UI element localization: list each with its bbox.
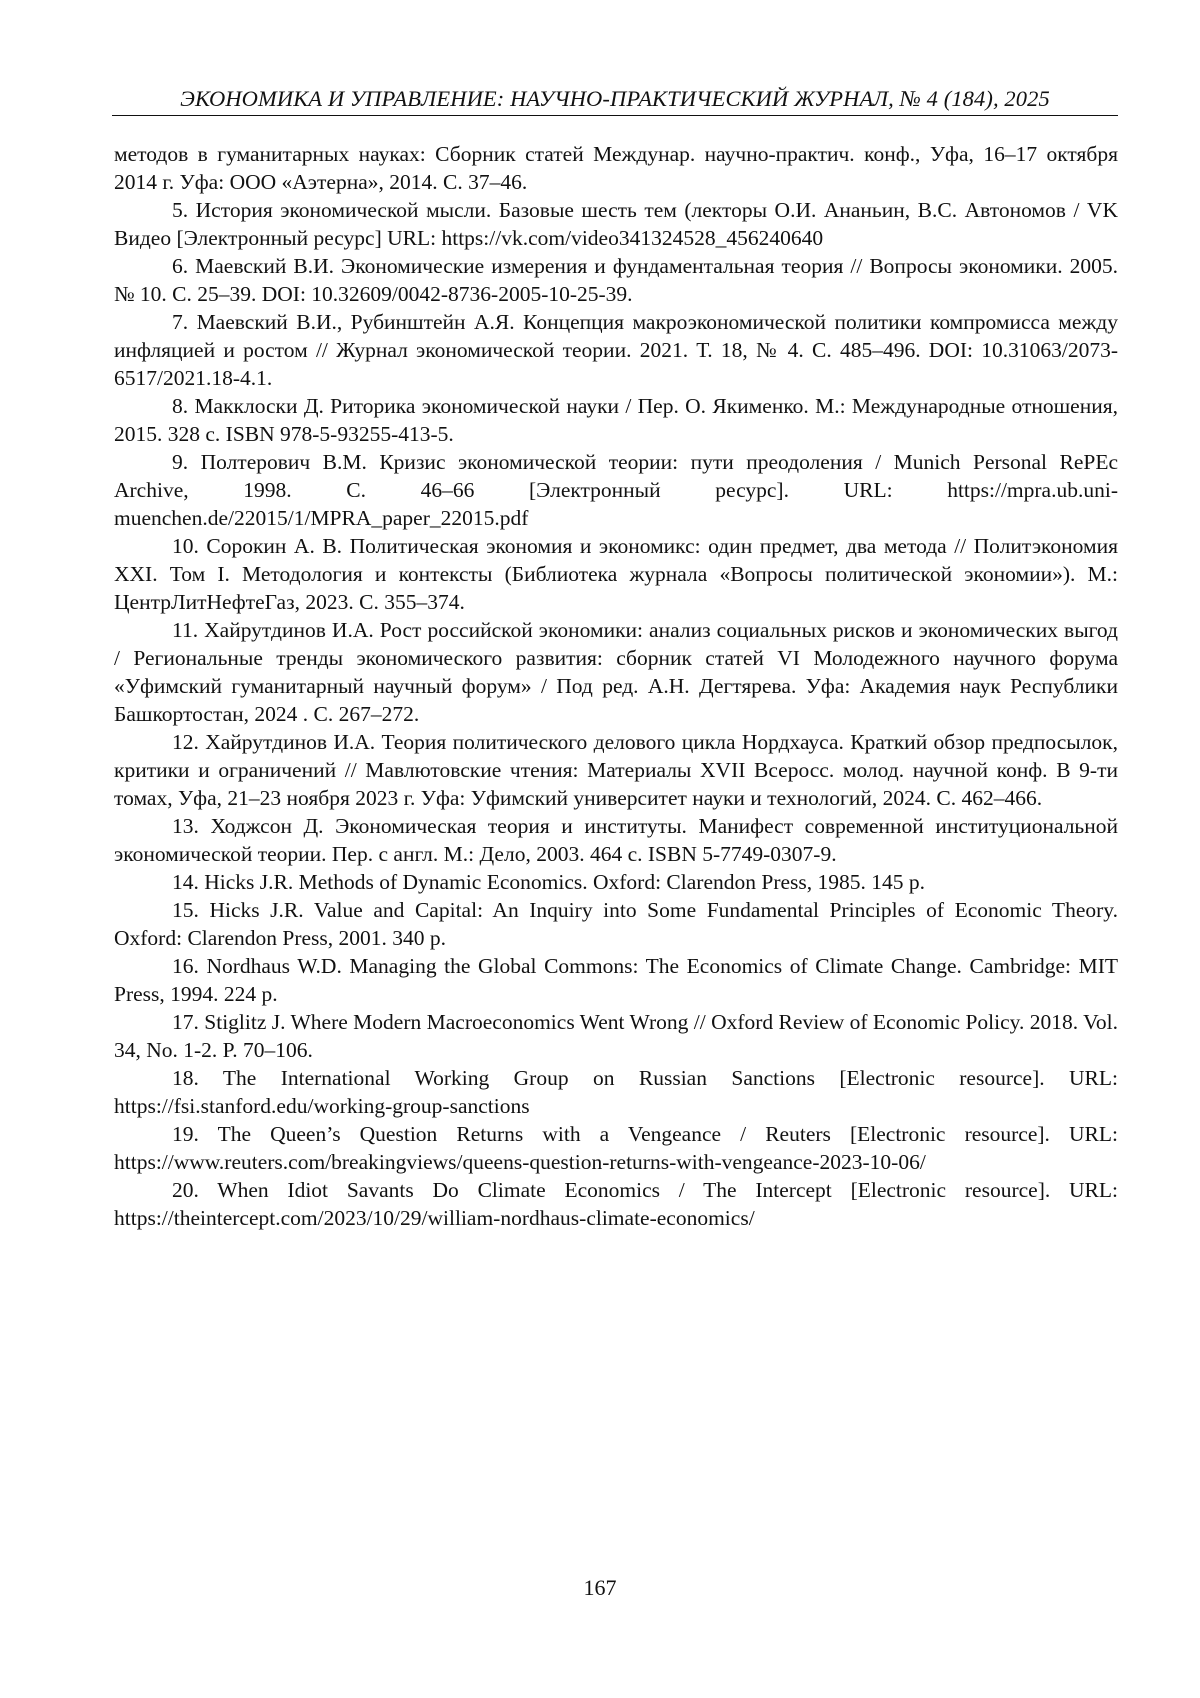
- reference-item: 16. Nordhaus W.D. Managing the Global Commons: The Economics of Climate Change. Cambridge: MIT Press, 1994. 224 p.: [114, 952, 1118, 1008]
- reference-item: 17. Stiglitz J. Where Modern Macroeconomics Went Wrong // Oxford Review of Economic Policy. 2018. Vol. 34, No. 1-2. P. 70–106.: [114, 1008, 1118, 1064]
- reference-item: 19. The Queen’s Question Returns with a Vengeance / Reuters [Electronic resource]. URL: https://www.reuters.com/breakingviews/queens-question-returns-with-vengeance-2023-10-06/: [114, 1120, 1118, 1176]
- reference-item: 6. Маевский В.И. Экономические измерения и фундаментальная теория // Вопросы экономики. 2005. № 10. С. 25–39. DOI: 10.32609/0042-8736-2005-10-25-39.: [114, 252, 1118, 308]
- header-rule: [112, 115, 1118, 116]
- reference-list: [114, 140, 1118, 1232]
- reference-item: 5. История экономической мысли. Базовые шесть тем (лекторы О.И. Ананьин, В.С. Автономов / VK Видео [Электронный ресурс] URL: https://vk.com/video341324528_456240640: [114, 196, 1118, 252]
- reference-item: 7. Маевский В.И., Рубинштейн А.Я. Концепция макроэкономической политики компромисса между инфляцией и ростом // Журнал экономической теории. 2021. Т. 18, № 4. С. 485–496. DOI: 10.31063/2073-6517/2021.18-4.1.: [114, 308, 1118, 392]
- reference-item: 18. The International Working Group on Russian Sanctions [Electronic resource]. URL: https://fsi.stanford.edu/working-group-sanctions: [114, 1064, 1118, 1120]
- running-header: ЭКОНОМИКА И УПРАВЛЕНИЕ: НАУЧНО-ПРАКТИЧЕСКИЙ ЖУРНАЛ, № 4 (184), 2025: [112, 84, 1118, 114]
- reference-item: 13. Ходжсон Д. Экономическая теория и институты. Манифест современной институциональной экономической теории. Пер. с англ. М.: Дело, 2003. 464 с. ISBN 5-7749-0307-9.: [114, 812, 1118, 868]
- reference-item: 11. Хайрутдинов И.А. Рост российской экономики: анализ социальных рисков и экономических выгод / Региональные тренды экономического развития: сборник статей VI Молодежного научного форума «Уфимский гуманитарный научный форум» / Под ред. А.Н. Дегтярева. Уфа: Академия наук Республики Башкортостан, 2024 . С. 267–272.: [114, 616, 1118, 728]
- reference-item: 8. Макклоски Д. Риторика экономической науки / Пер. О. Якименко. М.: Международные отношения, 2015. 328 с. ISBN 978-5-93255-413-5.: [114, 392, 1118, 448]
- reference-item: 12. Хайрутдинов И.А. Теория политического делового цикла Нордхауса. Краткий обзор предпосылок, критики и ограничений // Мавлютовские чтения: Материалы XVII Всеросс. молод. научной конф. В 9-ти томах, Уфа, 21–23 ноября 2023 г. Уфа: Уфимский университет науки и технологий, 2024. С. 462–466.: [114, 728, 1118, 812]
- journal-page: [0, 0, 1200, 1698]
- reference-item: 14. Hicks J.R. Methods of Dynamic Economics. Oxford: Clarendon Press, 1985. 145 p.: [114, 868, 1118, 896]
- reference-item: 15. Hicks J.R. Value and Capital: An Inquiry into Some Fundamental Principles of Economic Theory. Oxford: Clarendon Press, 2001. 340 p.: [114, 896, 1118, 952]
- page-number: 167: [0, 1574, 1200, 1602]
- reference-item: 9. Полтерович В.М. Кризис экономической теории: пути преодоления / Munich Personal RePEc Archive, 1998. С. 46–66 [Электронный ресурс]. URL: https://mpra.ub.uni-muenchen.de/22015/1/MPRA_paper_22015.pdf: [114, 448, 1118, 532]
- reference-item: 10. Сорокин А. В. Политическая экономия и экономикс: один предмет, два метода // Политэкономия XXI. Том I. Методология и контексты (Библиотека журнала «Вопросы политической экономии»). М.: ЦентрЛитНефтеГаз, 2023. С. 355–374.: [114, 532, 1118, 616]
- reference-continuation: методов в гуманитарных науках: Сборник статей Междунар. научно-практич. конф., Уфа, 16–17 октября 2014 г. Уфа: ООО «Аэтерна», 2014. С. 37–46.: [114, 140, 1118, 196]
- reference-item: 20. When Idiot Savants Do Climate Economics / The Intercept [Electronic resource]. URL: https://theintercept.com/2023/10/29/william-nordhaus-climate-economics/: [114, 1176, 1118, 1232]
